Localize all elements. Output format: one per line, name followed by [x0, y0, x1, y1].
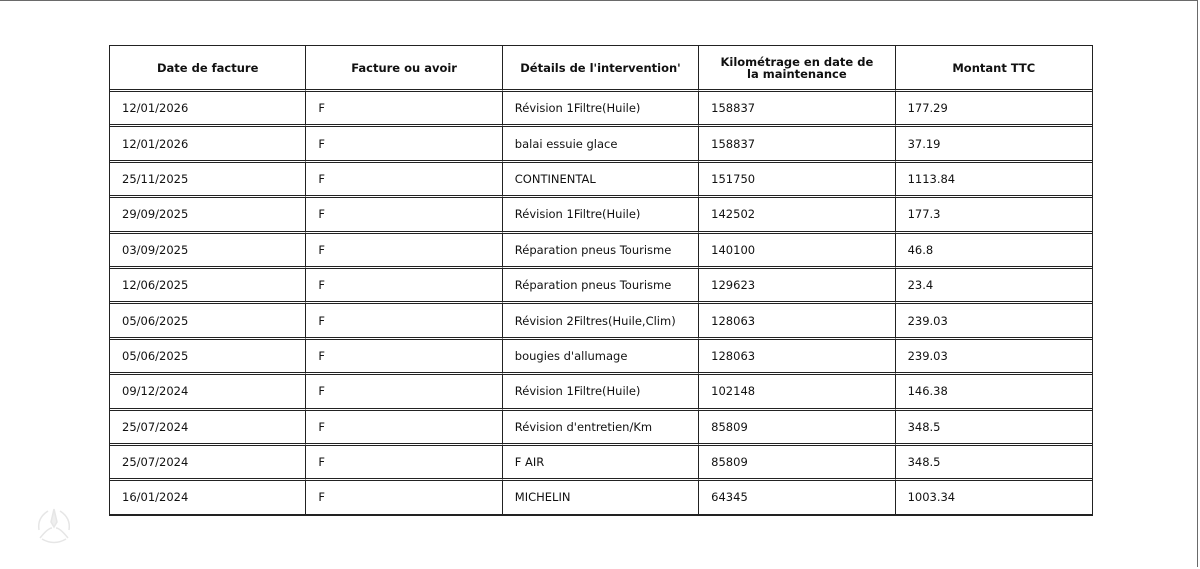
cell-details: Réparation pneus Tourisme — [503, 234, 699, 269]
column-header-type: Facture ou avoir — [306, 46, 502, 92]
table-row — [110, 340, 1092, 375]
table-row — [110, 304, 1092, 339]
cell-amount: 348.5 — [896, 411, 1092, 446]
cell-details: Révision 1Filtre(Huile) — [503, 375, 699, 410]
cell-amount: 1113.84 — [896, 163, 1092, 198]
cell-mileage: 140100 — [699, 234, 895, 269]
cell-type: F — [306, 340, 502, 375]
cell-amount: 146.38 — [896, 375, 1092, 410]
cell-mileage: 85809 — [699, 411, 895, 446]
cell-date: 29/09/2025 — [110, 198, 306, 233]
cell-amount: 177.3 — [896, 198, 1092, 233]
cell-mileage: 85809 — [699, 446, 895, 481]
cell-mileage: 142502 — [699, 198, 895, 233]
cell-type: F — [306, 92, 502, 127]
table-row — [110, 269, 1092, 304]
cell-amount: 23.4 — [896, 269, 1092, 304]
cell-mileage: 158837 — [699, 92, 895, 127]
table-row — [110, 446, 1092, 481]
cell-details: CONTINENTAL — [503, 163, 699, 198]
cell-type: F — [306, 127, 502, 162]
cell-type: F — [306, 198, 502, 233]
cell-type: F — [306, 481, 502, 514]
table-row — [110, 411, 1092, 446]
cell-amount: 239.03 — [896, 304, 1092, 339]
cell-mileage: 129623 — [699, 269, 895, 304]
cell-date: 05/06/2025 — [110, 340, 306, 375]
cell-date: 05/06/2025 — [110, 304, 306, 339]
table-row — [110, 92, 1092, 127]
cell-type: F — [306, 446, 502, 481]
cell-details: MICHELIN — [503, 481, 699, 514]
cell-date: 25/07/2024 — [110, 411, 306, 446]
cell-mileage: 102148 — [699, 375, 895, 410]
cell-type: F — [306, 411, 502, 446]
table-header-row — [110, 46, 1092, 92]
cell-date: 16/01/2024 — [110, 481, 306, 514]
cell-details: Révision 1Filtre(Huile) — [503, 92, 699, 127]
table-row — [110, 163, 1092, 198]
table-row — [110, 481, 1092, 514]
cell-details: balai essuie glace — [503, 127, 699, 162]
column-header-details: Détails de l'intervention' — [503, 46, 699, 92]
cell-amount: 1003.34 — [896, 481, 1092, 514]
table-row — [110, 234, 1092, 269]
cell-mileage: 128063 — [699, 304, 895, 339]
cell-mileage: 128063 — [699, 340, 895, 375]
table-row — [110, 198, 1092, 233]
cell-mileage: 158837 — [699, 127, 895, 162]
column-header-date: Date de facture — [110, 46, 306, 92]
watermark-logo-icon — [36, 506, 72, 546]
cell-date: 12/06/2025 — [110, 269, 306, 304]
cell-type: F — [306, 163, 502, 198]
cell-details: Révision 1Filtre(Huile) — [503, 198, 699, 233]
cell-details: Réparation pneus Tourisme — [503, 269, 699, 304]
cell-date: 25/11/2025 — [110, 163, 306, 198]
table-row — [110, 127, 1092, 162]
cell-type: F — [306, 269, 502, 304]
cell-mileage: 151750 — [699, 163, 895, 198]
cell-details: Révision d'entretien/Km — [503, 411, 699, 446]
cell-date: 12/01/2026 — [110, 127, 306, 162]
cell-date: 03/09/2025 — [110, 234, 306, 269]
cell-date: 12/01/2026 — [110, 92, 306, 127]
cell-date: 09/12/2024 — [110, 375, 306, 410]
table-row — [110, 375, 1092, 410]
cell-type: F — [306, 375, 502, 410]
column-header-amount: Montant TTC — [896, 46, 1092, 92]
cell-type: F — [306, 304, 502, 339]
cell-details: bougies d'allumage — [503, 340, 699, 375]
cell-type: F — [306, 234, 502, 269]
cell-mileage: 64345 — [699, 481, 895, 514]
cell-amount: 239.03 — [896, 340, 1092, 375]
cell-details: Révision 2Filtres(Huile,Clim) — [503, 304, 699, 339]
cell-details: F AIR — [503, 446, 699, 481]
cell-amount: 46.8 — [896, 234, 1092, 269]
column-header-mileage: Kilométrage en date de la maintenance — [699, 46, 895, 92]
cell-amount: 37.19 — [896, 127, 1092, 162]
maintenance-table — [109, 45, 1093, 516]
cell-amount: 348.5 — [896, 446, 1092, 481]
cell-amount: 177.29 — [896, 92, 1092, 127]
cell-date: 25/07/2024 — [110, 446, 306, 481]
